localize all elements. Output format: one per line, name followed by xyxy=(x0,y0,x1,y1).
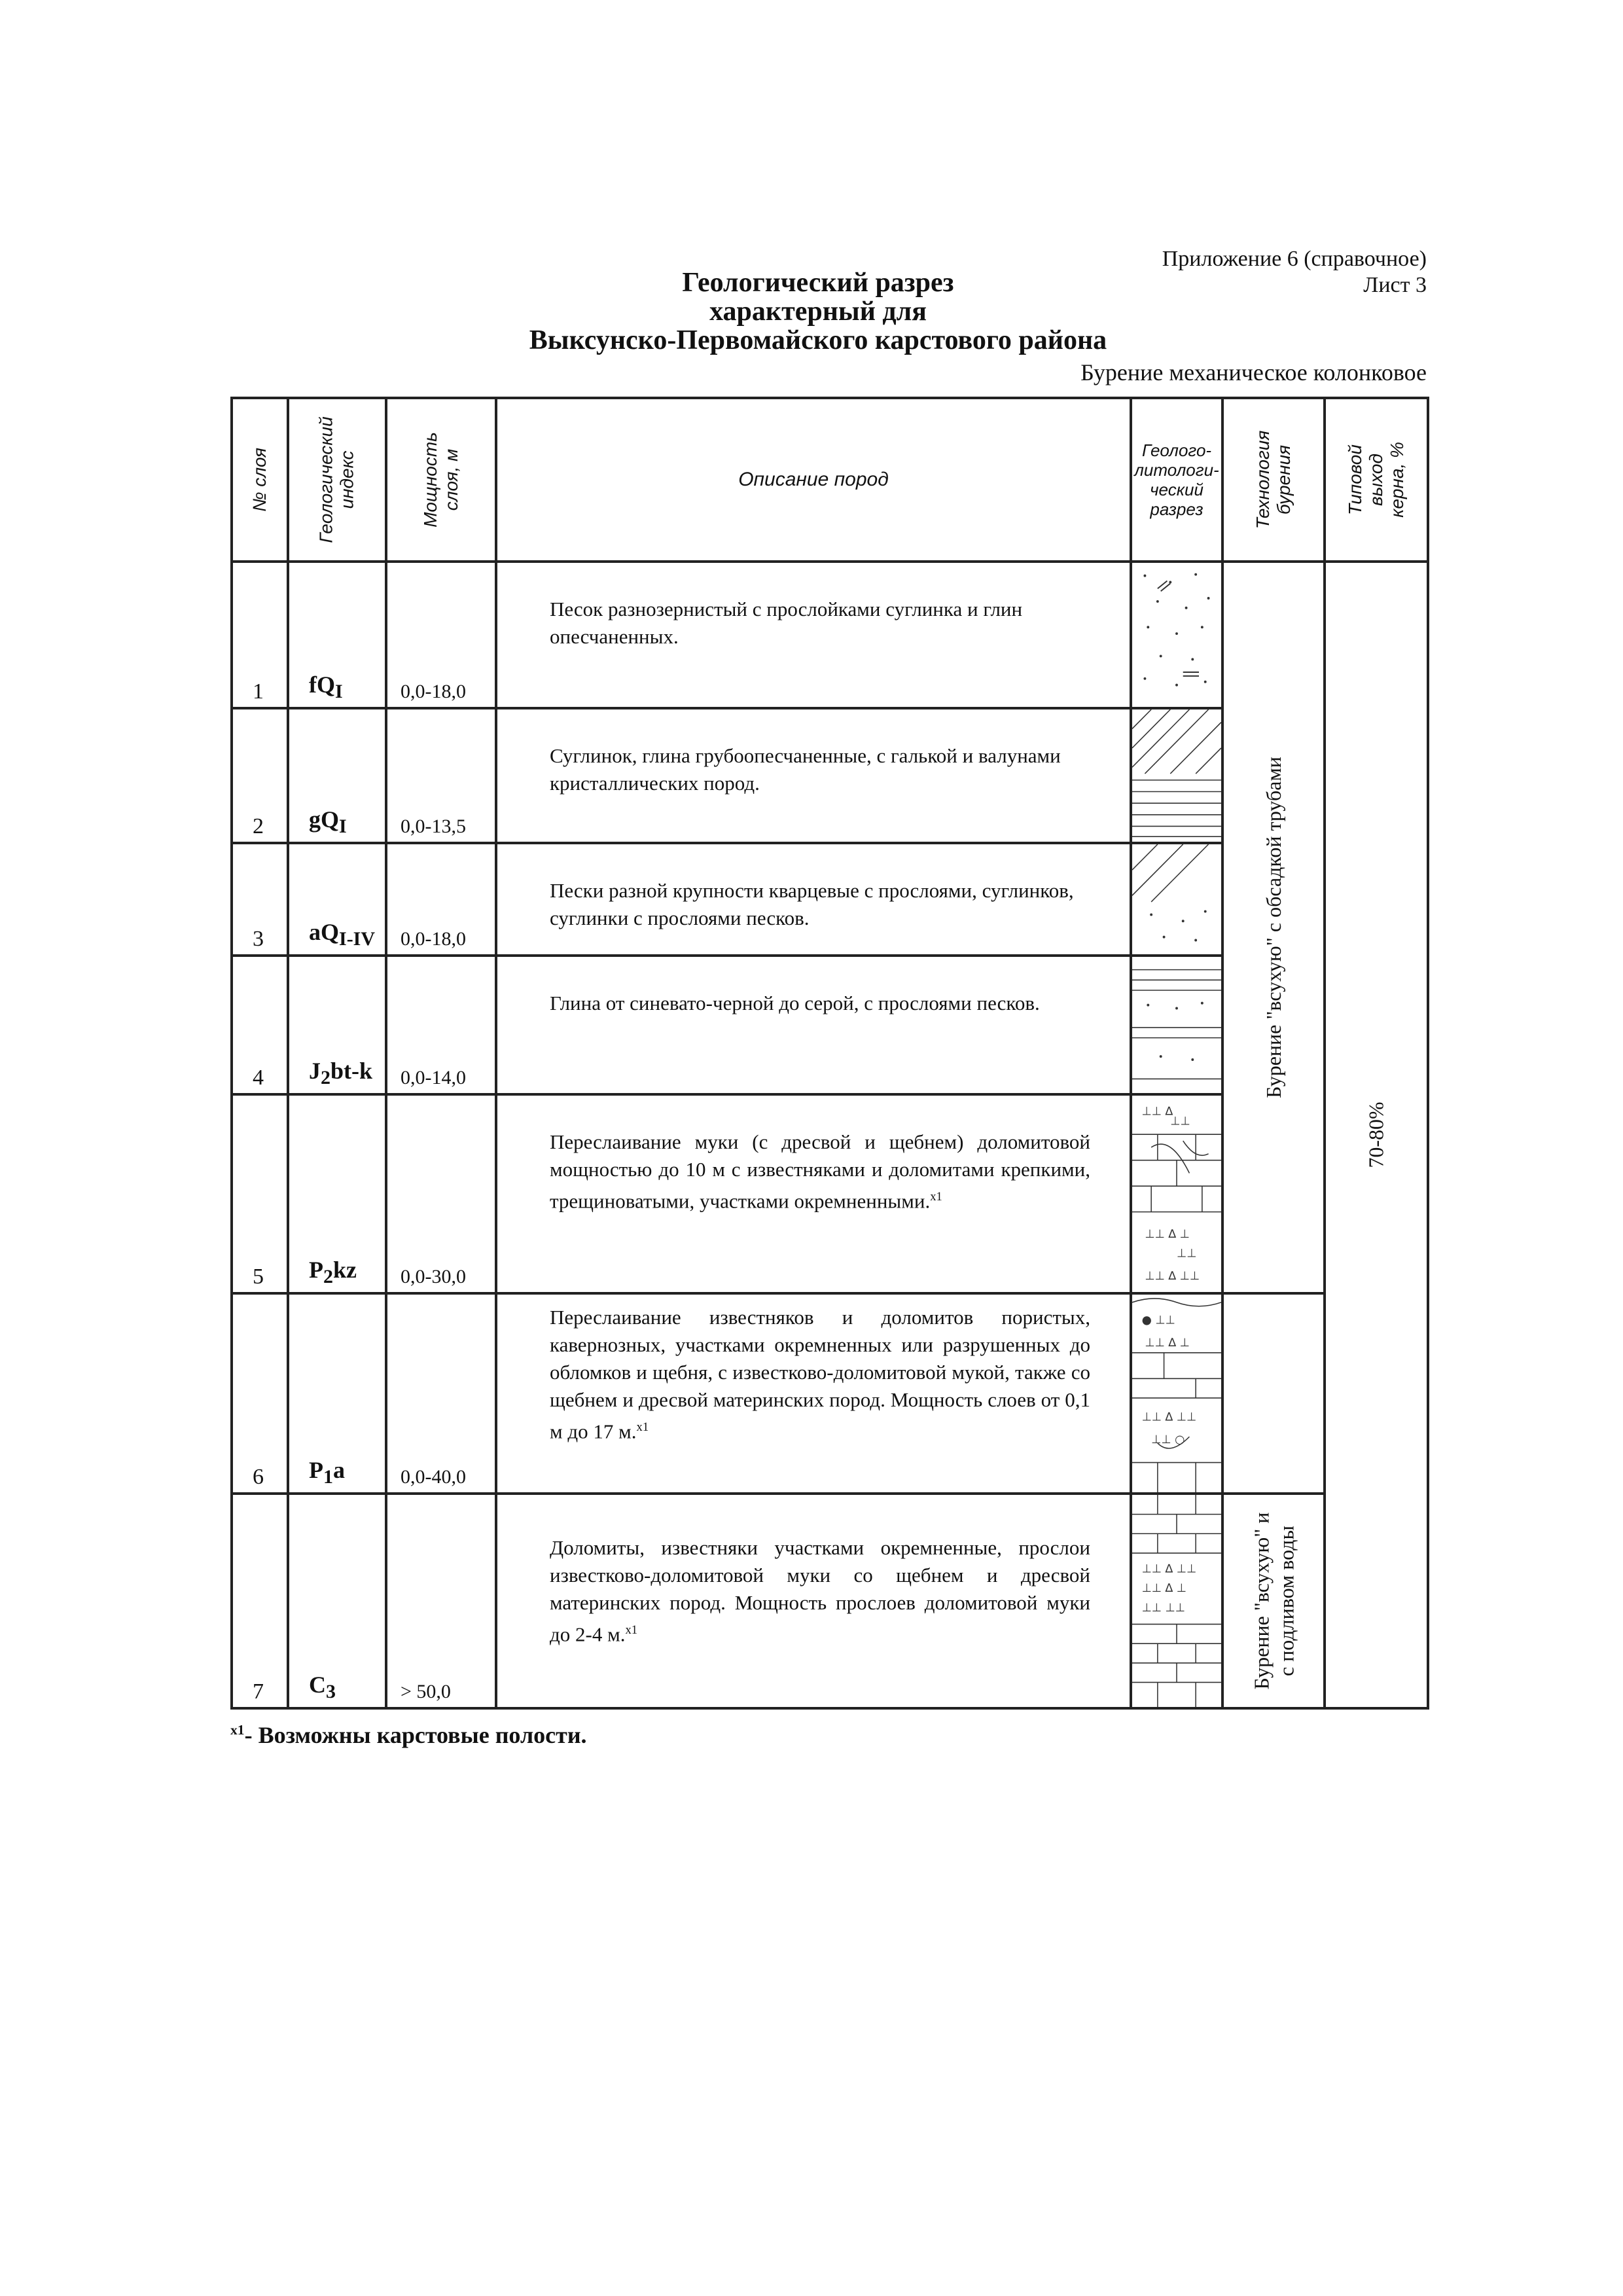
footnote-text: - Возможны карстовые полости. xyxy=(244,1722,587,1748)
header-thickness: Мощность слоя, м xyxy=(386,398,496,562)
svg-text:⊥⊥ ∆: ⊥⊥ ∆ xyxy=(1141,1105,1173,1119)
layer-row-2: 2 $gQ_I$ 0,0-13,5 Суглинок, глина грубоопесчаненные, с галькой и валунами кристаллических пород. xyxy=(232,708,1428,843)
title-line-2: характерный для xyxy=(709,296,927,327)
layer-description: Переслаивание известняков и доломитов пористых, кавернозных, участками окремненных или разрушенных до обломков и щебня, с известково-доломитовой мукой, также со щебнем и дресвой материнских пород. Мощность слоев от 0,1 м до 17 м.$^{x1}$ xyxy=(550,1306,1090,1443)
layer-row-1 xyxy=(232,562,1428,708)
technology-dry-water: Бурение "всухую" и с подливом воды xyxy=(1222,1494,1325,1708)
header-geo-index: Геологический индекс xyxy=(288,398,386,562)
svg-text:⊥⊥ ∆ ⊥: ⊥⊥ ∆ ⊥ xyxy=(1141,1582,1186,1596)
lithology-sand-loam xyxy=(1131,843,1222,956)
header-description: Описание пород xyxy=(496,398,1131,562)
layer-description: Переслаивание муки (с дресвой и щебнем) доломитовой мощностью до 10 м с известняками и доломитами крепкими, трещиноватыми, участками окремненными.$^{x1}$ xyxy=(550,1130,1090,1213)
footnote-mark: x1 xyxy=(230,1722,245,1738)
svg-text:⊥⊥ ∆ ⊥⊥: ⊥⊥ ∆ ⊥⊥ xyxy=(1145,1270,1200,1283)
drilling-method: Бурение механическое колонковое xyxy=(1080,359,1427,386)
core-yield-cell xyxy=(1325,562,1428,1708)
lithology-clay xyxy=(1131,956,1222,1094)
header-core-yield: Типовой выход керна, % xyxy=(1325,398,1428,562)
page-title xyxy=(458,268,1178,355)
footnote xyxy=(230,1721,587,1749)
technology-dry-casing: Бурение "всухую" с обсадкой трубами xyxy=(1222,562,1325,1293)
sheet-number: Лист 3 xyxy=(1363,273,1427,297)
layer-row-3: 3 $aQ_{I-IV}$ 0,0-18,0 Пески разной крупности кварцевые с прослоями, суглинков, суглинки с прослоями песков. xyxy=(232,843,1428,956)
svg-text:⊥⊥ ○: ⊥⊥ ○ xyxy=(1151,1433,1185,1447)
header-technology: Технология бурения xyxy=(1222,398,1325,562)
layer-row-7: 7 $C_3$ > 50,0 Доломиты, известняки участками окремненные, прослои известково-доломитовой муки со щебнем и дресвой материнских пород. Мощность прослоев доломитовой муки до 2-4 м.$^{x1}$ ⊥⊥ ∆ ⊥⊥ ⊥⊥ ∆ ⊥ ⊥⊥ ⊥⊥ Бурение "всухую" и с подливом воды xyxy=(232,1494,1428,1708)
title-line-3: Выксунско-Первомайского карстового района xyxy=(529,325,1107,355)
lithology-sand xyxy=(1131,562,1222,708)
svg-text:⊥⊥ ∆ ⊥⊥: ⊥⊥ ∆ ⊥⊥ xyxy=(1141,1410,1197,1424)
geo-index: $fQ_I$ xyxy=(309,671,343,702)
svg-text:⊥⊥ ⊥⊥: ⊥⊥ ⊥⊥ xyxy=(1141,1601,1185,1615)
layer-description: Доломиты, известняки участками окремненные, прослои известково-доломитовой муки со щебнем и дресвой материнских пород. Мощность прослоев доломитовой муки до 2-4 м.$^{x1}$ xyxy=(550,1536,1090,1646)
layer-row-6: 6 $P_1a$ 0,0-40,0 Переслаивание известняков и доломитов пористых, кавернозных, участками окремненных или разрушенных до обломков и щебня, с известково-доломитовой мукой, также со щебнем и дресвой материнских пород. Мощность слоев от 0,1 м до 17 м.$^{x1}$ ● ⊥⊥ ⊥⊥ ∆ ⊥ ⊥⊥ ∆ ⊥⊥ ⊥⊥ ○ xyxy=(232,1293,1428,1494)
lithology-limestone-dolomite xyxy=(1131,1293,1222,1494)
svg-text:⊥⊥: ⊥⊥ xyxy=(1170,1115,1190,1128)
header-geo-section: Геолого- литологи- ческий разрез xyxy=(1131,398,1222,562)
layer-thickness: 0,0-18,0 xyxy=(401,681,466,702)
geological-section-table xyxy=(230,397,1429,1710)
lithology-loam xyxy=(1131,708,1222,843)
header-layer-no: № слоя xyxy=(232,398,288,562)
layer-number: 1 xyxy=(253,679,264,704)
lithology-dolomite-flour xyxy=(1131,1094,1222,1293)
svg-text:⊥⊥ ∆ ⊥⊥: ⊥⊥ ∆ ⊥⊥ xyxy=(1141,1562,1197,1576)
svg-text:⊥⊥ ∆ ⊥: ⊥⊥ ∆ ⊥ xyxy=(1145,1227,1190,1242)
title-line-1: Геологический разрез xyxy=(682,268,954,298)
svg-text:⊥⊥: ⊥⊥ xyxy=(1177,1247,1197,1261)
layer-row-5: 5 $P_2kz$ 0,0-30,0 Переслаивание муки (с дресвой и щебнем) доломитовой мощностью до 10 м с известняками и доломитами крепкими, трещиноватыми, участками окремненными.$^{x1}$ ⊥⊥ ∆ ⊥⊥ ⊥⊥ ∆ ⊥ ⊥⊥ ⊥⊥ ∆ ⊥⊥ xyxy=(232,1094,1428,1293)
table-header-row xyxy=(232,398,1428,562)
appendix-text: Приложение 6 (справочное) xyxy=(1162,247,1427,271)
svg-text:● ⊥⊥: ● ⊥⊥ xyxy=(1141,1314,1175,1327)
layer-row-4: 4 $J_2bt-k$ 0,0-14,0 Глина от синевато-черной до серой, с прослоями песков. xyxy=(232,956,1428,1094)
lithology-dolomite-limestone xyxy=(1131,1494,1222,1708)
core-yield-value: 70-80% xyxy=(1364,1102,1388,1168)
layer-description: Песок разнозернистый с прослойками суглинка и глин опесчаненных. xyxy=(550,598,1023,648)
svg-text:⊥⊥ ∆ ⊥: ⊥⊥ ∆ ⊥ xyxy=(1145,1336,1190,1350)
